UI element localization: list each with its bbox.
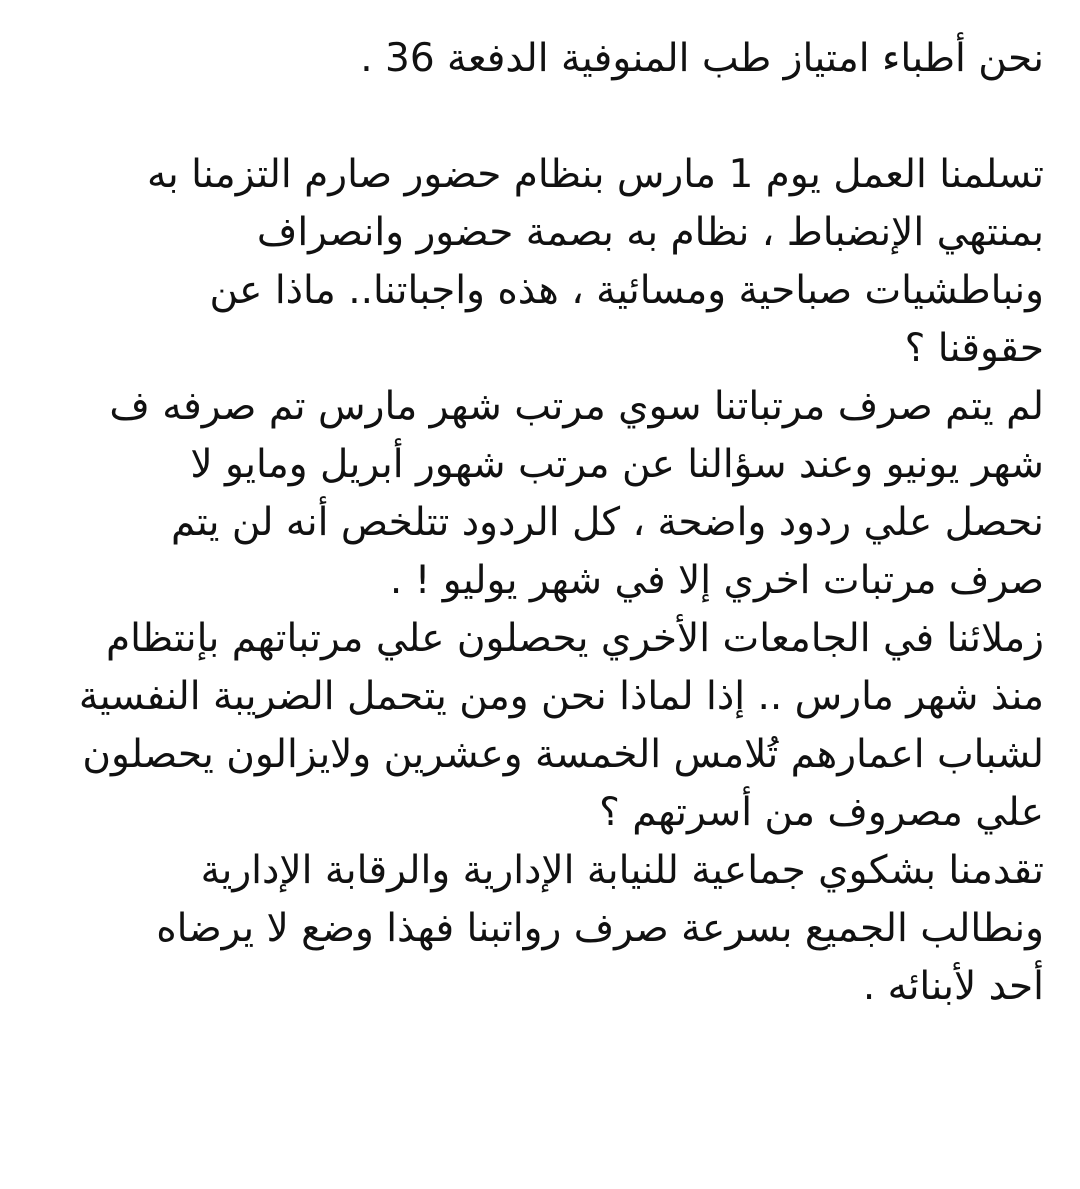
paragraph-gap [40,88,1044,146]
text-line: أحد لأبنائه . [862,964,1044,1009]
text-line: ونباطشيات صباحية ومسائية ، هذه واجباتنا.. ماذا عن [209,268,1044,313]
text-line: صرف مرتبات اخري إلا في شهر يوليو ! . [389,558,1044,603]
text-line: زملائنا في الجامعات الأخري يحصلون علي مرتباتهم بإنتظام [105,616,1044,661]
text-line: علي مصروف من أسرتهم ؟ [599,790,1044,835]
text-line: شهر يونيو وعند سؤالنا عن مرتب شهور أبريل ومايو لا [190,442,1044,487]
text-line: حقوقنا ؟ [904,326,1044,371]
text-line: منذ شهر مارس .. إذا لماذا نحن ومن يتحمل الضريبة النفسية [78,674,1044,719]
text-line: بمنتهي الإنضباط ، نظام به بصمة حضور وانصراف [256,210,1044,255]
text-line: ونطالب الجميع بسرعة صرف رواتبنا فهذا وضع لا يرضاه [156,906,1044,951]
title-line: نحن أطباء امتياز طب المنوفية الدفعة 36 . [360,36,1044,81]
text-line: لشباب اعمارهم تُلامس الخمسة وعشرين ولايزالون يحصلون [82,732,1044,777]
text-line: لم يتم صرف مرتباتنا سوي مرتب شهر مارس تم صرفه ف [109,384,1044,429]
text-line: تسلمنا العمل يوم 1 مارس بنظام حضور صارم التزمنا به [147,152,1044,197]
text-line: تقدمنا بشكوي جماعية للنيابة الإدارية والرقابة الإدارية [200,848,1044,893]
text-line: نحصل علي ردود واضحة ، كل الردود تتلخص أنه لن يتم [170,500,1044,545]
